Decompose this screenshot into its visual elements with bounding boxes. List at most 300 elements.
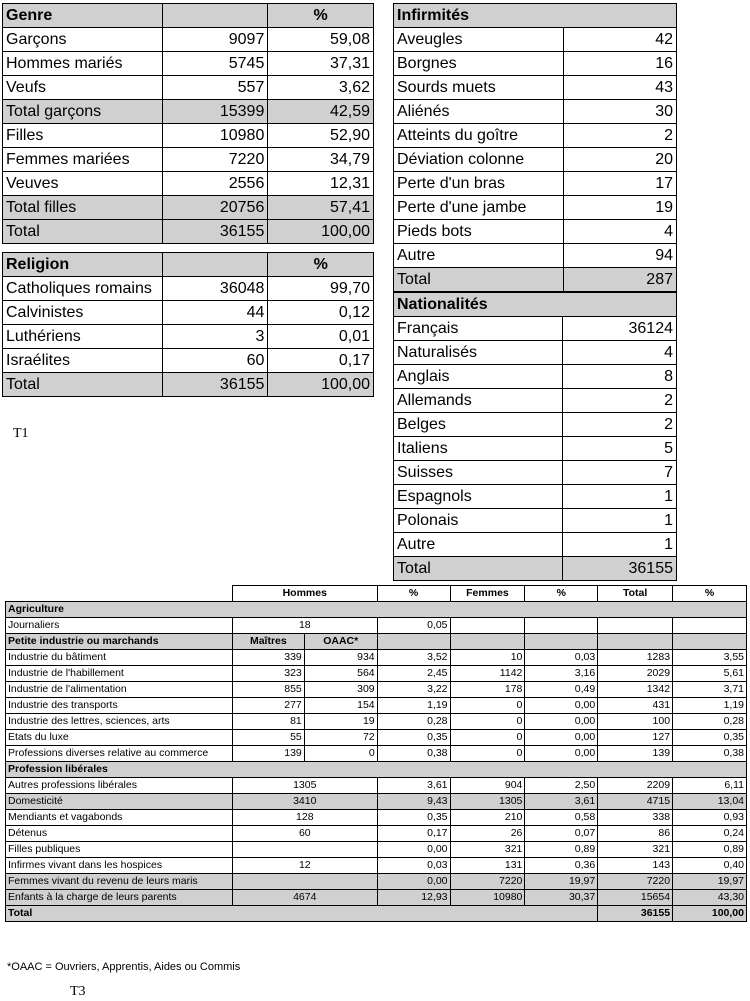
table-row xyxy=(3,28,374,52)
table-row xyxy=(394,172,677,196)
row-value: 5745 xyxy=(162,52,268,76)
table-cell xyxy=(377,634,450,650)
subheader-maitres: Maîtres xyxy=(232,634,304,650)
table-row xyxy=(394,148,677,172)
row-label: Espagnols xyxy=(394,485,563,509)
cell-total-percent: 0,38 xyxy=(673,746,747,762)
header-column: Total xyxy=(598,586,673,602)
row-label: Industrie de l'alimentation xyxy=(6,682,233,698)
row-percent: 12,31 xyxy=(268,172,374,196)
row-value: 30 xyxy=(563,100,676,124)
table-row xyxy=(394,244,677,268)
cell-hommes-percent: 3,52 xyxy=(377,650,450,666)
row-label: Naturalisés xyxy=(394,341,563,365)
table-row xyxy=(6,746,747,762)
table-row xyxy=(6,794,747,810)
row-value: 1 xyxy=(563,485,677,509)
table-row xyxy=(6,618,747,634)
cell-femmes-percent: 0,03 xyxy=(525,650,598,666)
row-label: Enfants à la charge de leurs parents xyxy=(6,890,233,906)
header-label: Nationalités xyxy=(394,293,677,317)
column-header-row xyxy=(6,586,747,602)
section-label: Agriculture xyxy=(6,602,747,618)
row-label: Luthériens xyxy=(3,325,163,349)
cell-femmes: 0 xyxy=(450,714,525,730)
total-row xyxy=(6,906,747,922)
cell-total-percent xyxy=(673,618,747,634)
cell-hommes-percent: 12,93 xyxy=(377,890,450,906)
row-label: Français xyxy=(394,317,563,341)
cell-femmes: 26 xyxy=(450,826,525,842)
cell-femmes-percent: 0,00 xyxy=(525,714,598,730)
table-row xyxy=(3,76,374,100)
table-row xyxy=(6,730,747,746)
row-percent: 0,01 xyxy=(268,325,374,349)
row-percent: 42,59 xyxy=(268,100,374,124)
row-label: Total garçons xyxy=(3,100,163,124)
table-row xyxy=(6,682,747,698)
row-value: 36155 xyxy=(162,373,268,397)
cell-oaac: 0 xyxy=(304,746,377,762)
row-label: Veuves xyxy=(3,172,163,196)
table-row xyxy=(394,413,677,437)
table-row xyxy=(394,28,677,52)
cell-hommes-percent: 3,61 xyxy=(377,778,450,794)
section-label: Petite industrie ou marchands xyxy=(6,634,233,650)
cell-hommes-percent: 0,00 xyxy=(377,842,450,858)
cell-femmes: 7220 xyxy=(450,874,525,890)
header-hommes: Hommes xyxy=(232,586,377,602)
row-percent: 37,31 xyxy=(268,52,374,76)
table-row xyxy=(394,509,677,533)
cell-total: 4715 xyxy=(598,794,673,810)
row-label: Industrie des lettres, sciences, arts xyxy=(6,714,233,730)
cell-hommes-percent: 0,28 xyxy=(377,714,450,730)
row-label: Professions diverses relative au commerce xyxy=(6,746,233,762)
row-value: 7220 xyxy=(162,148,268,172)
header-column: % xyxy=(377,586,450,602)
genre-table xyxy=(2,3,374,244)
row-value: 36155 xyxy=(162,220,268,244)
cell-femmes-percent: 0,00 xyxy=(525,730,598,746)
row-value: 17 xyxy=(563,172,676,196)
table-row xyxy=(394,52,677,76)
table-header-row xyxy=(3,253,374,277)
cell-hommes: 3410 xyxy=(232,794,377,810)
cell-total-percent: 13,04 xyxy=(673,794,747,810)
row-label: Détenus xyxy=(6,826,233,842)
cell-total-percent: 1,19 xyxy=(673,698,747,714)
religion-table xyxy=(2,252,374,397)
cell-femmes: 0 xyxy=(450,730,525,746)
cell-oaac: 934 xyxy=(304,650,377,666)
table-cell xyxy=(598,634,673,650)
row-label: Calvinistes xyxy=(3,301,163,325)
row-percent: 3,62 xyxy=(268,76,374,100)
row-label: Déviation colonne xyxy=(394,148,564,172)
cell-total: 321 xyxy=(598,842,673,858)
row-value: 43 xyxy=(563,76,676,100)
cell-total: 7220 xyxy=(598,874,673,890)
table-row xyxy=(394,461,677,485)
table-row xyxy=(394,389,677,413)
cell-total-percent: 43,30 xyxy=(673,890,747,906)
row-value: 20 xyxy=(563,148,676,172)
section-row xyxy=(6,634,747,650)
row-label: Total filles xyxy=(3,196,163,220)
table-row xyxy=(3,277,374,301)
table-row xyxy=(394,485,677,509)
row-label: Israélites xyxy=(3,349,163,373)
row-value: 4 xyxy=(563,220,676,244)
header-column: % xyxy=(673,586,747,602)
row-percent: 52,90 xyxy=(268,124,374,148)
table-cell xyxy=(525,634,598,650)
row-label: Infirmes vivant dans les hospices xyxy=(6,858,233,874)
table-row xyxy=(6,810,747,826)
cell-femmes-percent: 0,58 xyxy=(525,810,598,826)
table-row xyxy=(3,220,374,244)
cell-hommes: 18 xyxy=(232,618,377,634)
row-value: 557 xyxy=(162,76,268,100)
cell-oaac: 72 xyxy=(304,730,377,746)
table-row xyxy=(394,268,677,292)
cell-femmes-percent: 30,37 xyxy=(525,890,598,906)
cell-femmes: 0 xyxy=(450,698,525,714)
row-label: Polonais xyxy=(394,509,563,533)
row-value: 7 xyxy=(563,461,677,485)
table-row xyxy=(6,698,747,714)
cell-maitres: 277 xyxy=(232,698,304,714)
table-row xyxy=(394,196,677,220)
row-label: Catholiques romains xyxy=(3,277,163,301)
cell-hommes-percent: 0,05 xyxy=(377,618,450,634)
cell-femmes-percent: 0,89 xyxy=(525,842,598,858)
table-row xyxy=(3,373,374,397)
cell-total: 36155 xyxy=(598,906,673,922)
cell-total-percent: 5,61 xyxy=(673,666,747,682)
table-row xyxy=(3,172,374,196)
cell-total: 86 xyxy=(598,826,673,842)
table-row xyxy=(3,100,374,124)
row-label: Industrie des transports xyxy=(6,698,233,714)
row-percent: 34,79 xyxy=(268,148,374,172)
row-label: Femmes mariées xyxy=(3,148,163,172)
row-label: Total xyxy=(394,268,564,292)
table-row xyxy=(3,52,374,76)
table-row xyxy=(3,148,374,172)
cell-total: 338 xyxy=(598,810,673,826)
cell-femmes-percent: 0,07 xyxy=(525,826,598,842)
cell-femmes: 1142 xyxy=(450,666,525,682)
cell-femmes-percent: 3,16 xyxy=(525,666,598,682)
cell-maitres: 323 xyxy=(232,666,304,682)
caption-t1: T1 xyxy=(13,426,29,441)
cell-maitres: 855 xyxy=(232,682,304,698)
cell-femmes: 10 xyxy=(450,650,525,666)
cell-maitres: 81 xyxy=(232,714,304,730)
cell-femmes xyxy=(450,618,525,634)
row-label: Total xyxy=(3,373,163,397)
cell-femmes: 178 xyxy=(450,682,525,698)
row-label: Total xyxy=(3,220,163,244)
row-label: Autre xyxy=(394,533,563,557)
table-cell xyxy=(673,634,747,650)
row-value: 1 xyxy=(563,533,677,557)
row-label: Filles publiques xyxy=(6,842,233,858)
cell-hommes-percent: 0,03 xyxy=(377,858,450,874)
table-row xyxy=(6,666,747,682)
cell-total-percent: 19,97 xyxy=(673,874,747,890)
cell-oaac: 154 xyxy=(304,698,377,714)
cell-femmes-percent xyxy=(525,618,598,634)
cell-total-percent: 6,11 xyxy=(673,778,747,794)
header-percent: % xyxy=(268,253,374,277)
table-header-row xyxy=(394,293,677,317)
row-label: Filles xyxy=(3,124,163,148)
header-column: Femmes xyxy=(450,586,525,602)
row-value: 19 xyxy=(563,196,676,220)
infirmites-table xyxy=(393,3,677,292)
header-label: Religion xyxy=(3,253,163,277)
row-label: Industrie de l'habillement xyxy=(6,666,233,682)
row-label: Suisses xyxy=(394,461,563,485)
row-label: Sourds muets xyxy=(394,76,564,100)
section-label: Profession libérales xyxy=(6,762,747,778)
cell-femmes: 210 xyxy=(450,810,525,826)
row-label: Femmes vivant du revenu de leurs maris xyxy=(6,874,233,890)
row-value: 2556 xyxy=(162,172,268,196)
row-value: 1 xyxy=(563,509,677,533)
cell-total xyxy=(598,618,673,634)
cell-total: 127 xyxy=(598,730,673,746)
table-row xyxy=(394,557,677,581)
cell-femmes-percent: 0,00 xyxy=(525,698,598,714)
cell-femmes-percent: 0,00 xyxy=(525,746,598,762)
cell-femmes: 1305 xyxy=(450,794,525,810)
row-label: Veufs xyxy=(3,76,163,100)
row-label: Borgnes xyxy=(394,52,564,76)
row-value: 16 xyxy=(563,52,676,76)
cell-hommes: 4674 xyxy=(232,890,377,906)
row-label: Perte d'une jambe xyxy=(394,196,564,220)
table-row xyxy=(3,196,374,220)
table-header-row xyxy=(3,4,374,28)
subheader-oaac: OAAC* xyxy=(304,634,377,650)
cell-oaac: 309 xyxy=(304,682,377,698)
table-row xyxy=(6,890,747,906)
professions-table xyxy=(5,585,747,922)
row-label: Mendiants et vagabonds xyxy=(6,810,233,826)
header-column: % xyxy=(525,586,598,602)
row-label: Aliénés xyxy=(394,100,564,124)
row-label: Perte d'un bras xyxy=(394,172,564,196)
row-percent: 59,08 xyxy=(268,28,374,52)
table-row xyxy=(6,874,747,890)
cell-total-percent: 3,71 xyxy=(673,682,747,698)
row-label: Hommes mariés xyxy=(3,52,163,76)
cell-hommes-percent: 2,45 xyxy=(377,666,450,682)
row-label: Anglais xyxy=(394,365,563,389)
cell-femmes-percent: 3,61 xyxy=(525,794,598,810)
cell-femmes: 10980 xyxy=(450,890,525,906)
header-label: Genre xyxy=(3,4,163,28)
table-row xyxy=(394,437,677,461)
row-label: Journaliers xyxy=(6,618,233,634)
table-row xyxy=(6,842,747,858)
table-cell xyxy=(450,634,525,650)
cell-femmes: 0 xyxy=(450,746,525,762)
cell-total: 15654 xyxy=(598,890,673,906)
header-empty xyxy=(6,586,233,602)
row-label: Autre xyxy=(394,244,564,268)
table-row xyxy=(6,858,747,874)
cell-hommes-percent: 0,38 xyxy=(377,746,450,762)
row-label: Italiens xyxy=(394,437,563,461)
table-row xyxy=(6,826,747,842)
table-row xyxy=(394,220,677,244)
row-value: 2 xyxy=(563,389,677,413)
table-row xyxy=(394,100,677,124)
cell-femmes-percent: 19,97 xyxy=(525,874,598,890)
row-value: 5 xyxy=(563,437,677,461)
row-value: 287 xyxy=(563,268,676,292)
cell-total: 2029 xyxy=(598,666,673,682)
row-value: 36124 xyxy=(563,317,677,341)
cell-hommes-percent: 0,35 xyxy=(377,730,450,746)
cell-total-percent: 100,00 xyxy=(673,906,747,922)
cell-total: 139 xyxy=(598,746,673,762)
nationalites-table xyxy=(393,292,677,581)
row-percent: 0,17 xyxy=(268,349,374,373)
row-label: Pieds bots xyxy=(394,220,564,244)
table-row xyxy=(3,301,374,325)
table-row xyxy=(394,124,677,148)
cell-total-percent: 0,24 xyxy=(673,826,747,842)
cell-oaac: 564 xyxy=(304,666,377,682)
cell-hommes: 12 xyxy=(232,858,377,874)
row-label: Garçons xyxy=(3,28,163,52)
table-row xyxy=(394,533,677,557)
row-value: 94 xyxy=(563,244,676,268)
cell-hommes-percent: 1,19 xyxy=(377,698,450,714)
row-value: 9097 xyxy=(162,28,268,52)
cell-hommes xyxy=(232,842,377,858)
row-label: Industrie du bâtiment xyxy=(6,650,233,666)
cell-hommes: 128 xyxy=(232,810,377,826)
table-row xyxy=(6,714,747,730)
cell-total: 431 xyxy=(598,698,673,714)
cell-total-percent: 0,40 xyxy=(673,858,747,874)
row-value: 60 xyxy=(162,349,268,373)
section-row xyxy=(6,762,747,778)
row-value: 42 xyxy=(563,28,676,52)
row-percent: 100,00 xyxy=(268,373,374,397)
row-percent: 100,00 xyxy=(268,220,374,244)
table-row xyxy=(394,76,677,100)
cell-total-percent: 0,89 xyxy=(673,842,747,858)
cell-total: 1283 xyxy=(598,650,673,666)
cell-hommes-percent: 0,00 xyxy=(377,874,450,890)
cell-femmes: 131 xyxy=(450,858,525,874)
cell-total: 143 xyxy=(598,858,673,874)
cell-hommes-percent: 3,22 xyxy=(377,682,450,698)
row-value: 2 xyxy=(563,124,676,148)
cell-total-percent: 0,35 xyxy=(673,730,747,746)
cell-total: 100 xyxy=(598,714,673,730)
row-value: 44 xyxy=(162,301,268,325)
cell-femmes: 321 xyxy=(450,842,525,858)
cell-total: 2209 xyxy=(598,778,673,794)
cell-hommes-percent: 0,35 xyxy=(377,810,450,826)
row-value: 36155 xyxy=(563,557,677,581)
cell-maitres: 55 xyxy=(232,730,304,746)
header-label: Infirmités xyxy=(394,4,677,28)
table-header-row xyxy=(394,4,677,28)
row-label: Belges xyxy=(394,413,563,437)
table-row xyxy=(3,349,374,373)
row-value: 2 xyxy=(563,413,677,437)
row-value: 3 xyxy=(162,325,268,349)
cell-femmes-percent: 2,50 xyxy=(525,778,598,794)
header-value xyxy=(162,253,268,277)
row-label: Total xyxy=(394,557,563,581)
section-row xyxy=(6,602,747,618)
table-row xyxy=(6,778,747,794)
row-percent: 0,12 xyxy=(268,301,374,325)
table-row xyxy=(394,341,677,365)
table-row xyxy=(6,650,747,666)
row-label: Autres professions libérales xyxy=(6,778,233,794)
cell-total: 1342 xyxy=(598,682,673,698)
row-value: 4 xyxy=(563,341,677,365)
row-percent: 99,70 xyxy=(268,277,374,301)
footnote: *OAAC = Ouvriers, Apprentis, Aides ou Commis xyxy=(7,961,241,973)
row-label: Aveugles xyxy=(394,28,564,52)
cell-femmes-percent: 0,36 xyxy=(525,858,598,874)
row-value: 15399 xyxy=(162,100,268,124)
row-label: Total xyxy=(6,906,598,922)
cell-maitres: 139 xyxy=(232,746,304,762)
header-value xyxy=(162,4,268,28)
cell-femmes: 904 xyxy=(450,778,525,794)
cell-hommes xyxy=(232,874,377,890)
row-label: Atteints du goître xyxy=(394,124,564,148)
cell-femmes-percent: 0,49 xyxy=(525,682,598,698)
cell-hommes: 1305 xyxy=(232,778,377,794)
row-value: 8 xyxy=(563,365,677,389)
table-row xyxy=(3,124,374,148)
cell-total-percent: 0,28 xyxy=(673,714,747,730)
row-value: 10980 xyxy=(162,124,268,148)
row-percent: 57,41 xyxy=(268,196,374,220)
row-label: Allemands xyxy=(394,389,563,413)
table-row xyxy=(394,365,677,389)
cell-hommes-percent: 0,17 xyxy=(377,826,450,842)
caption-t3: T3 xyxy=(70,984,86,999)
row-value: 20756 xyxy=(162,196,268,220)
row-label: Domesticité xyxy=(6,794,233,810)
cell-oaac: 19 xyxy=(304,714,377,730)
cell-hommes-percent: 9,43 xyxy=(377,794,450,810)
cell-hommes: 60 xyxy=(232,826,377,842)
table-row xyxy=(3,325,374,349)
header-percent: % xyxy=(268,4,374,28)
cell-maitres: 339 xyxy=(232,650,304,666)
row-label: Etats du luxe xyxy=(6,730,233,746)
cell-total-percent: 3,55 xyxy=(673,650,747,666)
table-row xyxy=(394,317,677,341)
